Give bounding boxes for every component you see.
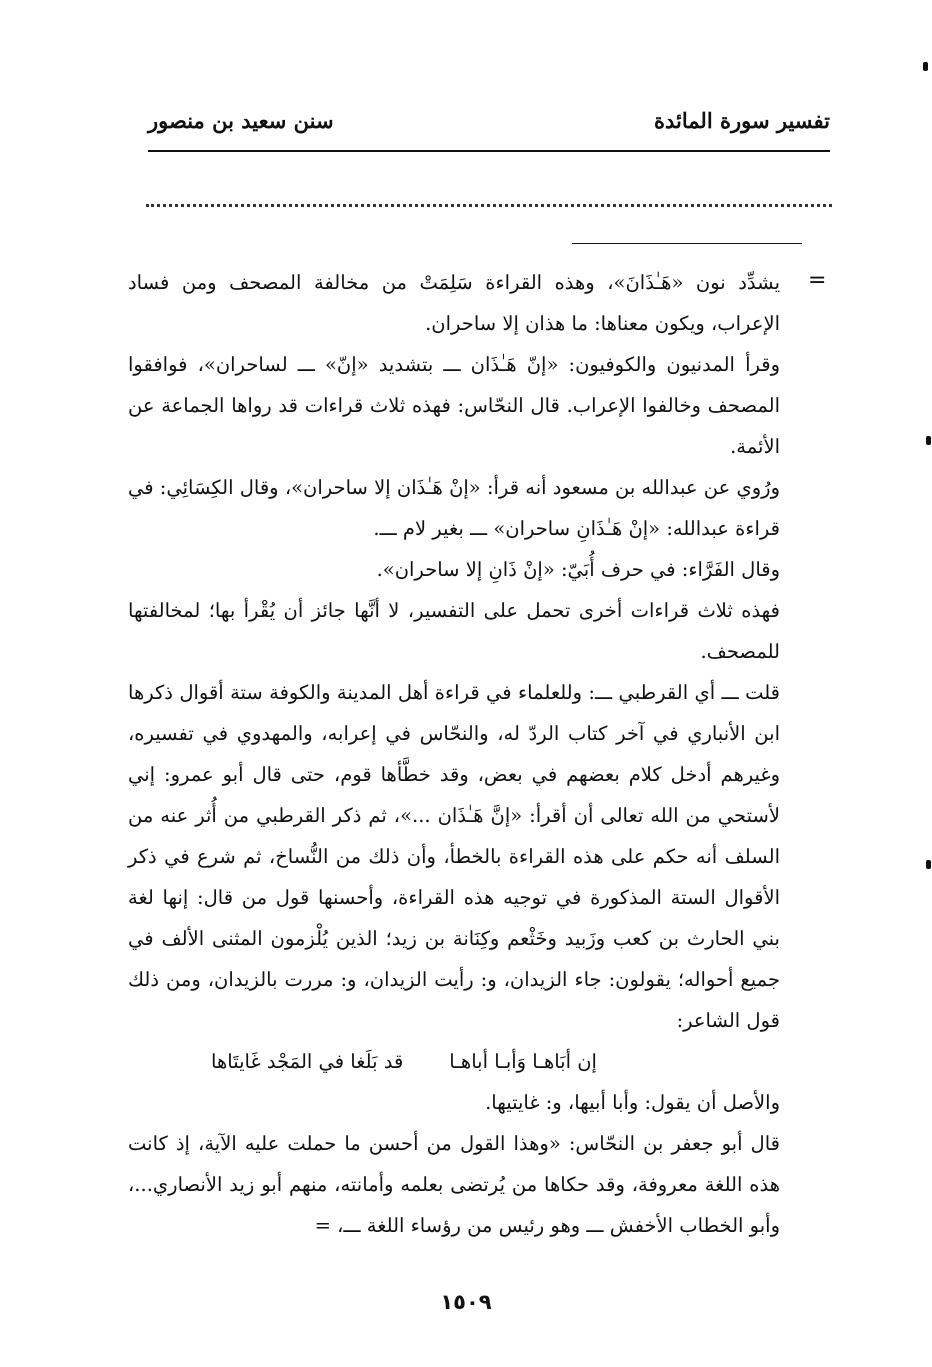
paragraph: وقال الفَرَّاء: في حرف أُبَيّ: «إنْ ذَانِ إلا ساحران». — [376, 558, 780, 581]
footnote-body — [128, 262, 780, 1246]
running-header — [148, 108, 830, 142]
poetry-verse — [128, 1041, 780, 1082]
margin-mark — [926, 436, 931, 445]
header-rule — [148, 150, 830, 152]
paragraph: يشدِّد نون «هَـٰذَانَ»، وهذه القراءة سَلِمَتْ من مخالفة المصحف ومن فساد الإعراب، ويكون معناها: ما هذان إلا ساحران. — [128, 271, 780, 335]
paragraph: قال أبو جعفر بن النحّاس: «وهذا القول من أحسن ما حملت عليه الآية، إذ كانت هذه اللغة معروفة، وقد حكاها من يُرتضى بعلمه وأمانته، منهم أبو زيد الأنصاري...، وأبو الخطاب الأخفش ـــ وهو رئيس من رؤساء اللغة ـــ، = — [128, 1132, 780, 1237]
verse-second-hemistich: قد بَلَغا في المَجْد غَايتَاها — [211, 1050, 404, 1073]
paragraph: ورُوي عن عبدالله بن مسعود أنه قرأ: «إنْ هَـٰذَان إلا ساحران»، وقال الكِسَائِي: في قراءة عبدالله: «إنْ هَـٰذَانِ ساحران» ـــ بغير لام ـــ. — [128, 476, 780, 540]
paragraph: والأصل أن يقول: وأبا أبيها، و: غايتيها. — [485, 1091, 780, 1114]
dotted-separator — [146, 204, 832, 207]
book-title: سنن سعيد بن منصور — [148, 108, 334, 133]
verse-first-hemistich: إن أبَاهـا وَأبـا أباهـا — [449, 1050, 597, 1073]
footnote-separator — [572, 243, 802, 244]
margin-mark — [923, 62, 928, 71]
continuation-mark: = — [808, 268, 827, 293]
paragraph: وقرأ المدنيون والكوفيون: «إنّ هَـٰذَان ـــ بتشديد «إنّ» ـــ لساحران»، فوافقوا المصحف وخالفوا الإعراب. قال النحّاس: فهذه ثلاث قراءات قد رواها الجماعة عن الأئمة. — [128, 353, 780, 458]
page-number: ١٥٠٩ — [440, 1290, 492, 1314]
chapter-title: تفسير سورة المائدة — [654, 108, 830, 133]
paragraph: فهذه ثلاث قراءات أخرى تحمل على التفسير، لا أنَّها جائز أن يُقْرأ بها؛ لمخالفتها للمصحف. — [128, 599, 780, 663]
margin-mark — [926, 860, 931, 869]
paragraph: قلت ـــ أي القرطبي ـــ: وللعلماء في قراءة أهل المدينة والكوفة ستة أقوال ذكرها ابن الأنباري في آخر كتاب الردّ له، والنحّاس في إعرابه، والمهدوي في تفسيره، وغيرهم أدخل كلام بعضهم في بعض، وقد خطَّأها قوم، حتى قال أبو عمرو: إني لأستحي من الله تعالى أن أقرأ: «إنَّ هَـٰذَان ...»، ثم ذكر القرطبي من أُثر عنه من السلف أنه حكم على هذه القراءة بالخطأ، وأن ذلك من النُّساخ، ثم شرع في ذكر الأقوال الستة المذكورة في توجيه هذه القراءة، وأحسنها قول من قال: إنها لغة بني الحارث بن كعب وزَبيد وخَثْعم وكِنَانة بن زيد؛ الذين يُلْزمون المثنى الألف في جميع أحواله؛ يقولون: جاء الزيدان، و: رأيت الزيدان، و: مررت بالزيدان، ومن ذلك قول الشاعر: — [128, 681, 780, 1032]
